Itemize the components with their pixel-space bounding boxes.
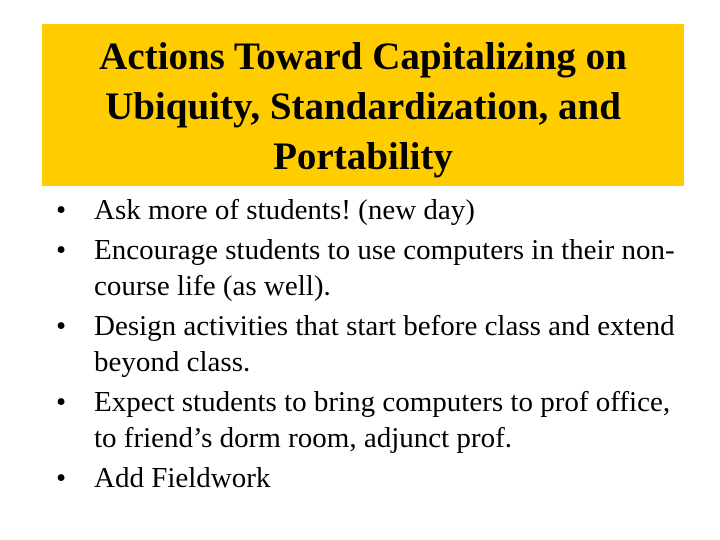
bullet-text: Expect students to bring computers to prof office, to friend’s dorm room, adjunct prof.	[94, 386, 671, 454]
bullet-icon: •	[56, 310, 67, 342]
bullet-list	[56, 192, 696, 500]
bullet-icon: •	[56, 386, 67, 418]
bullet-item	[56, 192, 696, 228]
bullet-item	[56, 308, 696, 380]
slide-title: Actions Toward Capitalizing on Ubiquity, Standardization, and Portability	[99, 35, 627, 178]
bullet-icon: •	[56, 462, 67, 494]
bullet-text: Ask more of students! (new day)	[94, 194, 475, 226]
bullet-text: Add Fieldwork	[94, 462, 271, 494]
bullet-item	[56, 384, 696, 456]
bullet-item	[56, 232, 696, 304]
bullet-item	[56, 460, 696, 496]
bullet-text: Design activities that start before class and extend beyond class.	[94, 310, 675, 378]
bullet-icon: •	[56, 194, 67, 226]
bullet-text: Encourage students to use computers in their non-course life (as well).	[94, 234, 675, 302]
bullet-icon: •	[56, 234, 67, 266]
